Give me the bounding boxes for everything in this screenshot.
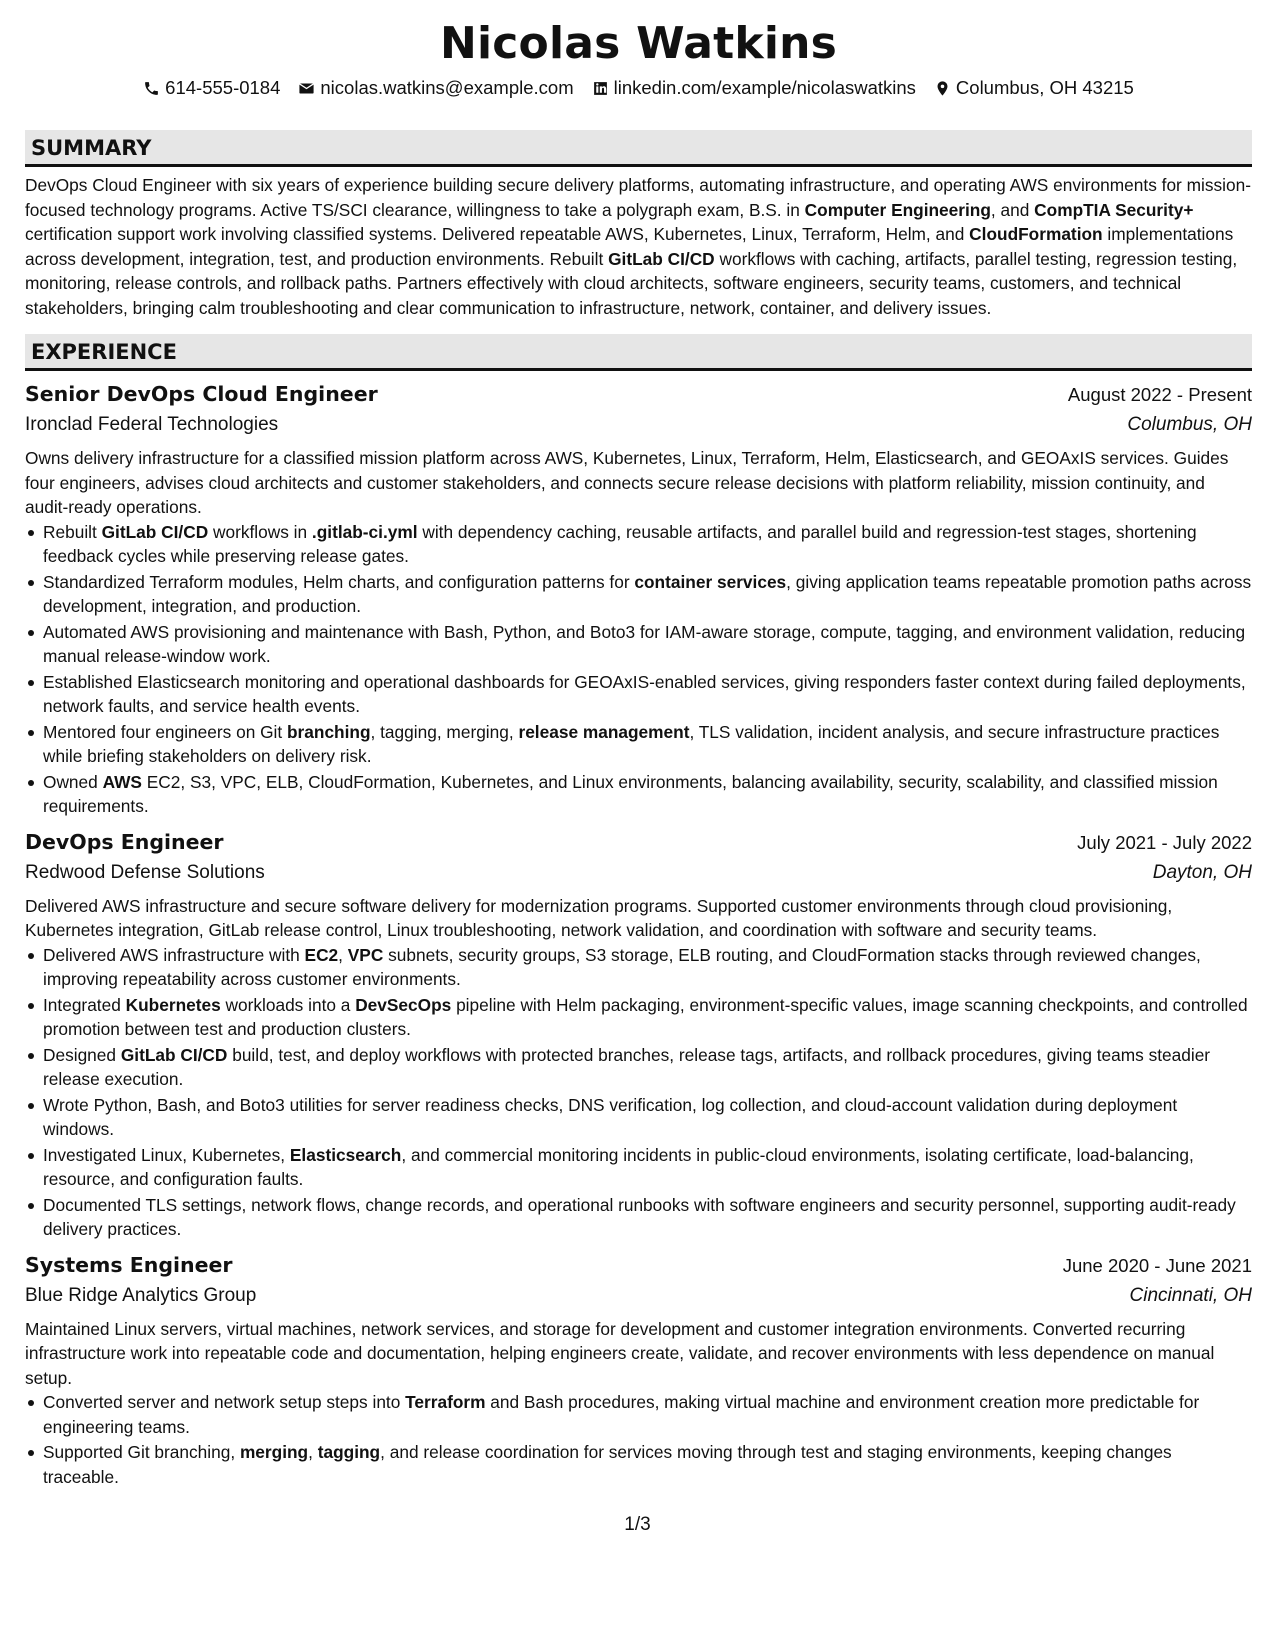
job-title: DevOps Engineer — [25, 829, 224, 854]
text-run: Automated AWS provisioning and maintenance with Bash, Python, and Boto3 for IAM-aware storage, compute, tagging, and environment validation, reducing manual release-window work. — [43, 621, 1246, 667]
summary-heading: SUMMARY — [25, 130, 1252, 167]
contact-bar — [25, 74, 1252, 102]
bold-text: CloudFormation — [969, 224, 1103, 245]
bold-text: GitLab CI/CD — [120, 1044, 228, 1065]
bold-text: GitLab CI/CD — [101, 521, 209, 542]
text-run: Established Elasticsearch monitoring and operational dashboards for GEOAxIS-enabled services, giving responders faster context during failed deployments, network faults, and service health events. — [43, 671, 1246, 717]
text-run: subnets, security groups, S3 storage, ELB routing, and CloudFormation stacks through reviewed changes, improving repeatability across customer environments. — [43, 944, 1201, 990]
text-run: workloads into a — [220, 994, 356, 1015]
job-company-row — [25, 1281, 1252, 1311]
job-description: Maintained Linux servers, virtual machines, network services, and storage for development and customer integration environments. Converted recurring infrastructure work into repeatable code and documentation, helping engineers create, validate, and recover environments with less dependence on manual setup. — [25, 1318, 1215, 1388]
text-run: Documented TLS settings, network flows, change records, and operational runbooks with software engineers and security personnel, supporting audit-ready delivery practices. — [43, 1194, 1236, 1240]
job-bullet — [43, 993, 1252, 1042]
job-description: Delivered AWS infrastructure and secure software delivery for modernization programs. Supported customer environments through cloud provisioning, Kubernetes integration, GitLab release control, Linux troubleshooting, network validation, and coordination with software and security teams. — [25, 895, 1173, 941]
job-company-row — [25, 410, 1252, 440]
bold-text: tagging — [317, 1442, 381, 1463]
bold-text: Elasticsearch — [289, 1144, 402, 1165]
bold-text: .gitlab-ci.yml — [311, 521, 418, 542]
contact-linkedin[interactable] — [592, 74, 916, 102]
text-run: , and release coordination for services moving through test and staging environments, keeping changes traceable. — [43, 1442, 1172, 1487]
job-title-row — [25, 1250, 1252, 1281]
job-bullet — [43, 1093, 1252, 1142]
job-bullet — [43, 620, 1252, 669]
job-bullet — [43, 720, 1252, 769]
text-run: implementations across development, integration, test, and production environments. Rebuilt — [25, 224, 1234, 269]
job-title: Senior DevOps Cloud Engineer — [25, 382, 378, 407]
bold-text: AWS — [102, 771, 142, 792]
text-run: Investigated Linux, Kubernetes, — [43, 1144, 290, 1165]
bold-text: CompTIA Security+ — [1034, 199, 1194, 220]
text-run: EC2, S3, VPC, ELB, CloudFormation, Kubernetes, and Linux environments, balancing availability, security, scalability, and classified mission requirements. — [43, 771, 1218, 817]
job-bullet-list — [25, 943, 1252, 1242]
location-text: Columbus, OH 43215 — [955, 77, 1134, 99]
text-run: , and commercial monitoring incidents in public-cloud environments, isolating certificate, load-balancing, resource, and configuration faults. — [43, 1144, 1194, 1190]
text-run: Wrote Python, Bash, and Boto3 utilities for server readiness checks, DNS verification, log collection, and cloud-account validation during deployment windows. — [43, 1094, 1178, 1140]
job-bullet — [43, 770, 1252, 819]
bold-text: GitLab CI/CD — [608, 248, 715, 269]
page-number: 1/3 — [624, 1514, 651, 1535]
job-bullet — [43, 1193, 1252, 1242]
job-location: Cincinnati, OH — [1129, 1284, 1252, 1306]
phone-text: 614-555-0184 — [165, 77, 281, 99]
text-run: with dependency caching, reusable artifacts, and parallel build and regression-test stages, shortening feedback cycles while preserving release gates. — [43, 521, 1197, 567]
job-bullet — [43, 520, 1252, 569]
bold-text: Kubernetes — [125, 994, 221, 1015]
text-run: Converted server and network setup steps into — [43, 1392, 406, 1413]
job-bullet — [43, 1390, 1252, 1439]
job-bullet — [43, 1043, 1252, 1092]
resume-page — [25, 0, 1252, 1490]
envelope-icon — [298, 80, 315, 97]
text-run: Integrated — [43, 994, 126, 1015]
bold-text: Computer Engineering — [804, 199, 991, 220]
phone-icon — [143, 80, 160, 97]
text-run: , giving application teams repeatable promotion paths across development, integration, and production. — [43, 571, 1252, 617]
candidate-name: Nicolas Watkins — [439, 18, 838, 69]
text-run: pipeline with Helm packaging, environment-specific values, image scanning checkpoints, and controlled promotion between test and production clusters. — [43, 994, 1248, 1040]
email-text: nicolas.watkins@example.com — [320, 77, 574, 99]
text-run: Delivered AWS infrastructure with — [43, 944, 305, 965]
text-run: , and — [990, 199, 1035, 220]
map-pin-icon — [934, 80, 951, 97]
linkedin-text: linkedin.com/example/nicolaswatkins — [613, 77, 916, 99]
contact-email[interactable] — [298, 74, 573, 102]
bold-text: container services — [634, 571, 787, 592]
job-company: Redwood Defense Solutions — [25, 861, 265, 883]
experience-heading: EXPERIENCE — [25, 334, 1252, 371]
job-description: Owns delivery infrastructure for a classified mission platform across AWS, Kubernetes, Linux, Terraform, Helm, Elasticsearch, and GEOAxIS services. Guides four engineers, advises cloud architects and customer stakeholders, and connects secure release decisions with platform reliability, mission continuity, and audit-ready operations. — [25, 448, 1229, 518]
job-title-row — [25, 827, 1252, 858]
bold-text: EC2 — [304, 944, 339, 965]
text-run: build, test, and deploy workflows with protected branches, release tags, artifacts, and rollback procedures, giving teams steadier release execution. — [43, 1044, 1211, 1090]
job-bullet — [43, 943, 1252, 992]
bold-text: Terraform — [405, 1392, 486, 1413]
job-company: Ironclad Federal Technologies — [25, 414, 279, 436]
text-run: Mentored four engineers on Git — [43, 721, 287, 742]
text-run: , TLS validation, incident analysis, and secure infrastructure practices while briefing stakeholders on delivery risk. — [43, 721, 1220, 767]
job-bullet — [43, 670, 1252, 719]
job-dates: June 2020 - June 2021 — [1062, 1254, 1252, 1276]
text-run: DevOps Cloud Engineer with six years of experience building secure delivery platforms, automating infrastructure, and operating AWS environments for mission-focused technology programs. Active TS/SCI clearance, willingness to take a polygraph exam, B.S. in — [25, 175, 1251, 220]
bold-text: release management — [518, 721, 690, 742]
job-bullet-list — [25, 520, 1252, 819]
experience-list — [25, 379, 1252, 1489]
job-entry — [25, 1250, 1252, 1490]
job-entry — [25, 827, 1252, 1242]
job-company: Blue Ridge Analytics Group — [25, 1284, 257, 1306]
text-run: workflows with caching, artifacts, parallel testing, regression testing, monitoring, release controls, and rollback paths. Partners effectively with cloud architects, software engineers, security teams, customers, and technical stakeholders, bringing calm troubleshooting and clear communication to infrastructure, network, container, and delivery issues. — [25, 248, 1238, 318]
text-run: Designed — [43, 1044, 121, 1065]
text-run: Supported Git branching, — [43, 1442, 240, 1463]
job-bullet — [43, 1143, 1252, 1192]
text-run: Standardized Terraform modules, Helm charts, and configuration patterns for — [43, 571, 635, 592]
bold-text: merging — [239, 1442, 309, 1463]
text-run: Rebuilt — [43, 521, 102, 542]
bold-text: VPC — [347, 944, 384, 965]
text-run: , tagging, merging, — [370, 721, 519, 742]
linkedin-icon — [592, 80, 609, 97]
job-location: Dayton, OH — [1152, 861, 1252, 883]
job-bullet-list — [25, 1390, 1252, 1489]
job-dates: July 2021 - July 2022 — [1077, 831, 1252, 853]
summary-paragraph — [25, 173, 1252, 320]
text-run: , — [308, 1442, 318, 1463]
text-run: and Bash procedures, making virtual machine and environment creation more predictable for engineering teams. — [43, 1392, 1200, 1437]
text-run: , — [338, 944, 348, 965]
text-run: certification support work involving classified systems. Delivered repeatable AWS, Kubernetes, Linux, Terraform, Helm, and — [25, 224, 970, 245]
bold-text: branching — [287, 721, 371, 742]
job-entry — [25, 379, 1252, 819]
job-dates: August 2022 - Present — [1067, 384, 1252, 406]
job-location: Columbus, OH — [1127, 414, 1252, 436]
text-run: Owned — [43, 771, 103, 792]
job-bullet — [43, 1440, 1252, 1489]
text-run: workflows in — [208, 521, 312, 542]
job-title: Systems Engineer — [25, 1252, 233, 1277]
job-bullet — [43, 570, 1252, 619]
bold-text: DevSecOps — [355, 994, 452, 1015]
contact-location — [934, 74, 1134, 102]
contact-phone — [143, 74, 280, 102]
job-company-row — [25, 858, 1252, 888]
job-title-row — [25, 379, 1252, 410]
